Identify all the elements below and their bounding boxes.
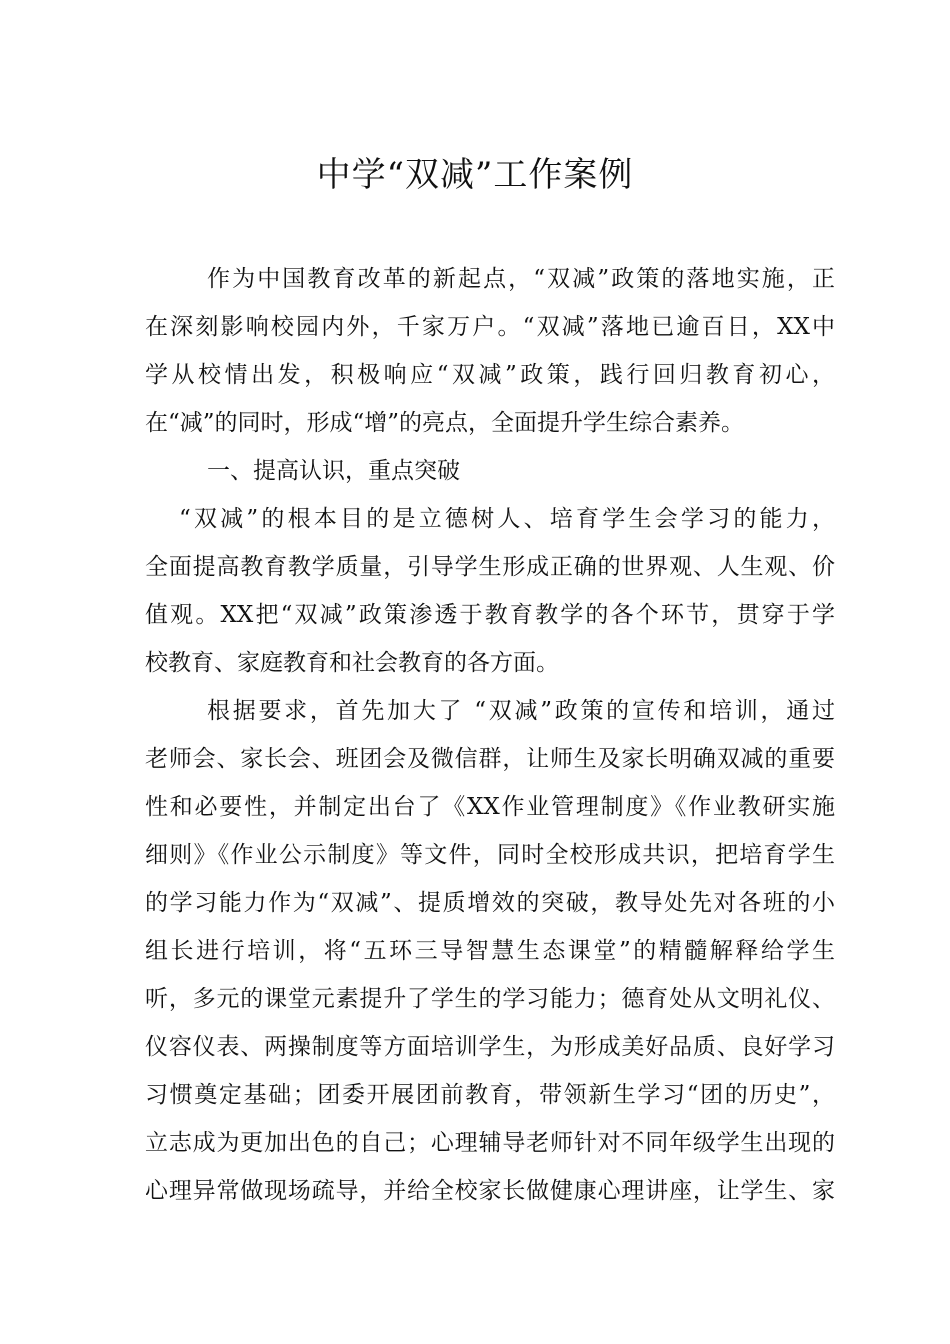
paragraph-line: 校教育、家庭教育和社会教育的各方面。 — [145, 650, 559, 676]
paragraph-line: 组长进行培训，将“五环三导智慧生态课堂”的精髓解释给学生 — [145, 938, 835, 964]
document-title: 中学“双减”工作案例 — [316, 155, 634, 195]
paragraph-line: “双减”的根本目的是立德树人、培育学生会学习的能力， — [179, 506, 835, 532]
paragraph-line: 学从校情出发，积极响应“双减”政策，践行回归教育初心， — [145, 362, 835, 388]
paragraph-line: 仪容仪表、两操制度等方面培训学生，为形成美好品质、良好学习 — [145, 1034, 835, 1060]
paragraph-line: 细则》《作业公示制度》等文件，同时全校形成共识，把培育学生 — [145, 842, 835, 868]
paragraph-line: 习惯奠定基础；团委开展团前教育，带领新生学习“团的历史”， — [145, 1082, 835, 1108]
paragraph-line: 作为中国教育改革的新起点，“双减”政策的落地实施，正 — [207, 266, 835, 292]
paragraph-line: 在“减”的同时，形成“增”的亮点，全面提升学生综合素养。 — [145, 410, 745, 436]
paragraph-line: 根据要求，首先加大了 “双减”政策的宣传和培训，通过 — [207, 698, 835, 724]
paragraph-line: 立志成为更加出色的自己；心理辅导老师针对不同年级学生出现的 — [145, 1130, 835, 1156]
paragraph-line: 的学习能力作为“双减”、提质增效的突破，教导处先对各班的小 — [145, 890, 835, 916]
paragraph-line: 老师会、家长会、班团会及微信群，让师生及家长明确双减的重要 — [145, 746, 835, 772]
paragraph-line: 性和必要性，并制定出台了《XX作业管理制度》《作业教研实施 — [145, 794, 835, 820]
paragraph-line: 全面提高教育教学质量，引导学生形成正确的世界观、人生观、价 — [145, 554, 835, 580]
paragraph-line: 听，多元的课堂元素提升了学生的学习能力；德育处从文明礼仪、 — [145, 986, 835, 1012]
paragraph-line: 值观。XX把“双减”政策渗透于教育教学的各个环节，贯穿于学 — [145, 602, 835, 628]
paragraph-line: 在深刻影响校园内外，千家万户。“双减”落地已逾百日，XX中 — [145, 314, 835, 340]
section-heading: 一、提高认识，重点突破 — [207, 458, 460, 484]
document-body — [145, 255, 835, 1215]
paragraph-line: 心理异常做现场疏导，并给全校家长做健康心理讲座，让学生、家 — [145, 1178, 835, 1204]
